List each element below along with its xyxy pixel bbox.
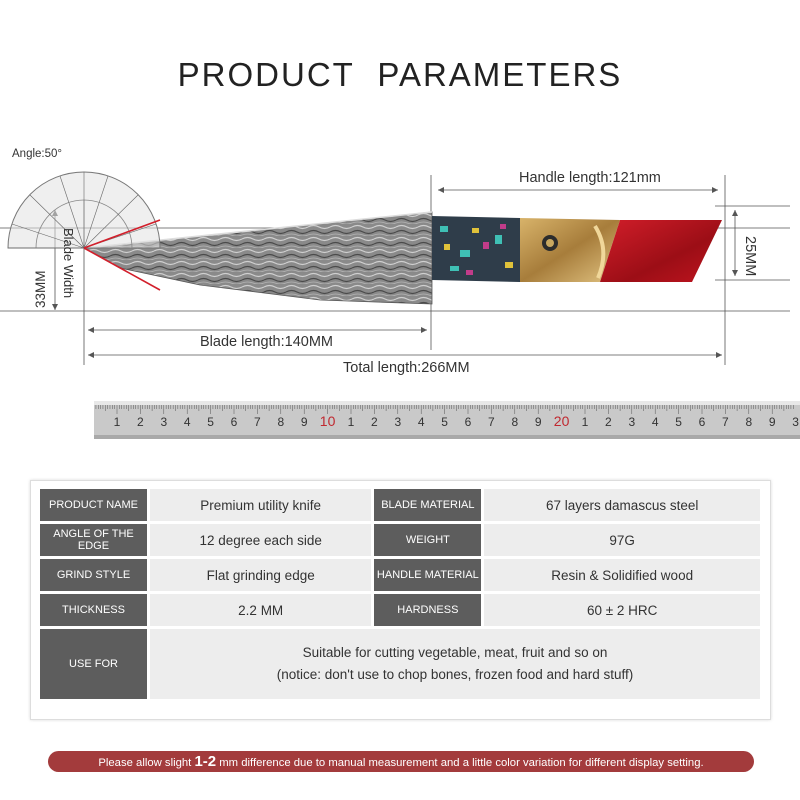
ruler-number: 5 — [675, 415, 682, 429]
ruler-number: 3 — [160, 415, 168, 429]
ruler-number: 7 — [722, 415, 729, 429]
disclaimer-tolerance: 1-2 — [194, 753, 217, 770]
ruler-number: 3 — [792, 415, 799, 429]
ruler-number: 9 — [534, 415, 542, 429]
use-for-value — [150, 629, 760, 699]
ruler-graphic — [94, 401, 800, 439]
weight-header: WEIGHT — [374, 524, 481, 556]
product-name-header: PRODUCT NAME — [40, 489, 147, 521]
ruler-number: 4 — [183, 415, 191, 429]
ruler-number: 5 — [441, 415, 448, 429]
handle-length-label: Handle length:121mm — [519, 170, 661, 186]
ruler-number: 10 — [319, 413, 336, 429]
thickness-header: THICKNESS — [40, 594, 147, 626]
ruler-number: 8 — [745, 415, 753, 429]
ruler-number: 6 — [464, 415, 472, 429]
parameters-table — [37, 486, 763, 702]
blade-material-header: BLADE MATERIAL — [374, 489, 481, 521]
hardness-header: HARDNESS — [374, 594, 481, 626]
angle-label: Angle:50° — [12, 148, 62, 160]
weight-value: 97G — [484, 524, 760, 556]
table-row — [40, 594, 760, 626]
blade-width-value: 33MM — [33, 270, 48, 308]
handle-material-header: HANDLE MATERIAL — [374, 559, 481, 591]
ruler-number: 2 — [137, 415, 144, 429]
ruler-number: 4 — [417, 415, 425, 429]
ruler-number: 1 — [581, 415, 589, 429]
total-length-label: Total length:266MM — [343, 360, 470, 376]
ruler-number: 9 — [300, 415, 308, 429]
page-title: PRODUCT PARAMETERS — [177, 56, 623, 93]
grind-style-header: GRIND STYLE — [40, 559, 147, 591]
thickness-value: 2.2 MM — [150, 594, 371, 626]
knife-illustration — [0, 140, 800, 390]
ruler-number: 6 — [230, 415, 238, 429]
blade-width-label: Blade Width — [61, 228, 76, 299]
ruler-number: 3 — [628, 415, 636, 429]
ruler-number: 8 — [277, 415, 285, 429]
ruler-number: 2 — [371, 415, 378, 429]
table-row — [40, 629, 760, 699]
ruler-number: 20 — [553, 413, 570, 429]
ruler-number: 1 — [347, 415, 355, 429]
disclaimer-banner — [48, 751, 754, 772]
edge-angle-value: 12 degree each side — [150, 524, 371, 556]
use-for-header: USE FOR — [40, 629, 147, 699]
table-row — [40, 559, 760, 591]
ruler-number: 3 — [394, 415, 402, 429]
table-row — [40, 489, 760, 521]
ruler — [94, 401, 800, 439]
product-name-value: Premium utility knife — [150, 489, 371, 521]
disclaimer-post: mm difference due to manual measurement and a little color variation for different display setting. — [216, 757, 704, 769]
ruler-number: 7 — [254, 415, 261, 429]
handle-material-value: Resin & Solidified wood — [484, 559, 760, 591]
ruler-number: 7 — [488, 415, 495, 429]
ruler-number: 6 — [698, 415, 706, 429]
ruler-number: 2 — [605, 415, 612, 429]
blade-material-value: 67 layers damascus steel — [484, 489, 760, 521]
knife-diagram — [0, 140, 800, 390]
disclaimer-pre: Please allow slight — [98, 757, 195, 769]
use-for-line-2: (notice: don't use to chop bones, frozen food and hard stuff) — [276, 667, 634, 682]
ruler-number: 8 — [511, 415, 519, 429]
edge-angle-header: ANGLE OF THE EDGE — [40, 524, 147, 556]
ruler-number: 4 — [651, 415, 659, 429]
hardness-value: 60 ± 2 HRC — [484, 594, 760, 626]
ruler-number: 9 — [768, 415, 776, 429]
blade-length-label: Blade length:140MM — [200, 334, 333, 350]
table-row — [40, 524, 760, 556]
grind-style-value: Flat grinding edge — [150, 559, 371, 591]
handle-height-label: 25MM — [742, 236, 758, 277]
use-for-line-1: Suitable for cutting vegetable, meat, fruit and so on — [302, 645, 608, 660]
ruler-number: 1 — [113, 415, 121, 429]
ruler-number: 5 — [207, 415, 214, 429]
